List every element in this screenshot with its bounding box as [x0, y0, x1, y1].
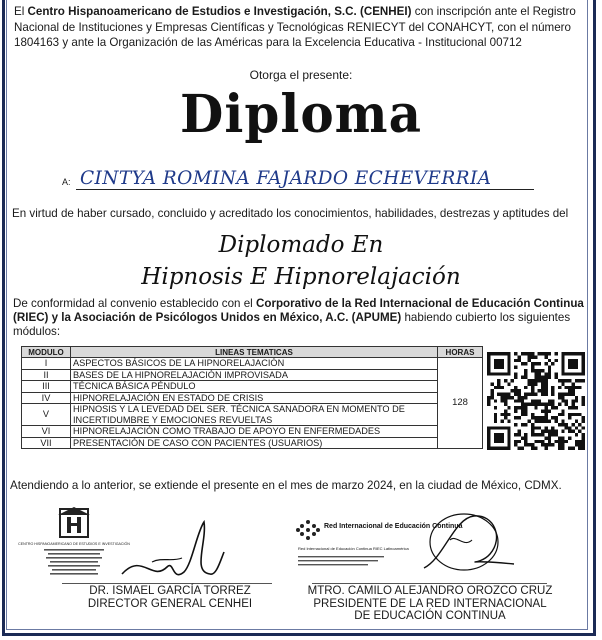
- signer-director-name: DR. ISMAEL GARCÍA TORREZ: [89, 585, 251, 597]
- riec-logo: [294, 516, 463, 576]
- cenhei-logo: [18, 505, 130, 583]
- module-number: III: [22, 381, 71, 393]
- agreement-part2: habiendo cubierto los siguientes módulos:: [13, 311, 571, 338]
- module-number: II: [22, 369, 71, 381]
- intro-prefix: El: [14, 5, 28, 18]
- closing-text: Atendiendo a lo anterior, se extiende el presente en el mes de marzo 2024, en la ciudad de México, CDMX.: [10, 479, 562, 492]
- recipient-name: CINTYA ROMINA FAJARDO ECHEVERRIA: [80, 168, 492, 189]
- module-number: IV: [22, 392, 71, 404]
- module-number: VI: [22, 426, 71, 438]
- signer-president-role-line1: PRESIDENTE DE LA RED INTERNACIONAL: [313, 597, 547, 610]
- signer-president-block: [300, 585, 560, 623]
- module-topic: ASPECTOS BÁSICOS DE LA HIPNORELAJACIÓN: [71, 358, 438, 370]
- table-row: [22, 404, 483, 426]
- course-title-line1: Diplomado En: [218, 232, 384, 258]
- table-row: [22, 392, 483, 404]
- signer-president-role-line2: DE EDUCACIÓN CONTINUA: [354, 610, 506, 622]
- cenhei-logo-text: CENTRO HISPANOAMERICANO DE ESTUDIOS E INVESTIGACIÓN: [18, 542, 130, 546]
- merit-text: En virtud de haber cursado, concluido y acreditado los conocimientos, habilidades, destrezas y aptitudes del: [12, 207, 569, 220]
- table-row: [22, 437, 483, 449]
- modules-table: [21, 346, 483, 449]
- recipient-underline: [76, 189, 534, 190]
- table-row: [22, 426, 483, 438]
- course-title-line2: Hipnosis E Hipnorelajación: [141, 264, 461, 290]
- module-topic: BASES DE LA HIPNORELAJACIÓN IMPROVISADA: [71, 369, 438, 381]
- table-row: [22, 358, 483, 370]
- table-header-row: [22, 347, 483, 358]
- signature-director: [112, 512, 232, 592]
- riec-logo-title: Red Internacional de Educación Continua: [324, 523, 463, 530]
- signature-president: [394, 498, 534, 588]
- recipient-prefix: A:: [62, 177, 71, 187]
- module-number: VII: [22, 437, 71, 449]
- header-hours: HORAS: [438, 347, 483, 358]
- agreement-organizations: Corporativo de la Red Internacional de Educación Continua (RIEC) y la Asociación de Psicólogos Unidos en México, A.C. (APUME): [13, 297, 584, 324]
- signature-line-director: [62, 583, 272, 584]
- table-row: [22, 381, 483, 393]
- header-module: MODULO: [22, 347, 71, 358]
- module-topic: HIPNORELAJACIÓN COMO TRABAJO DE APOYO EN ENFERMEDADES: [71, 426, 438, 438]
- signer-director-role: DIRECTOR GENERAL CENHEI: [87, 597, 253, 610]
- module-number: V: [22, 404, 71, 426]
- hours-total: 128: [438, 358, 483, 449]
- header-topics: LINEAS TEMATICAS: [71, 347, 438, 358]
- module-topic: PRESENTACIÓN DE CASO CON PACIENTES (USUARIOS): [71, 437, 438, 449]
- table-row: [22, 369, 483, 381]
- signer-president-name: MTRO. CAMILO ALEJANDRO OROZCO CRUZ: [307, 585, 553, 597]
- signature-line-president: [312, 583, 547, 584]
- signer-director-block: [60, 585, 280, 610]
- module-topic: TÉCNICA BÁSICA PÉNDULO: [71, 381, 438, 393]
- qr-code[interactable]: [487, 352, 585, 450]
- intro-rest: con inscripción ante el Registro Nacional de Instituciones y Empresas Científicas y Tecnológicas RENIECYT del CONAHCYT, con el número 1804163 y ante la Organización de las Américas para la Excelencia Educativa - Institucional 00712: [14, 5, 576, 49]
- intro-organization: Centro Hispanoamericano de Estudios e Investigación, S.C. (CENHEI): [27, 5, 412, 18]
- module-number: I: [22, 358, 71, 370]
- riec-logo-text: Red Internacional de Educación Continua RIEC Latinoamérica: [298, 546, 409, 551]
- otorga-text: Otorga el presente:: [249, 68, 353, 82]
- diploma-title: Diploma: [180, 82, 422, 145]
- module-topic: HIPNOSIS Y LA LEVEDAD DEL SER. TÉCNICA SANADORA EN MOMENTO DE INCERTIDUMBRE Y EMOCIONES REVUELTAS: [71, 404, 438, 426]
- agreement-part1: De conformidad al convenio establecido con el: [13, 297, 256, 310]
- intro-paragraph: [14, 4, 589, 51]
- module-topic: HIPNORELAJACIÓN EN ESTADO DE CRISIS: [71, 392, 438, 404]
- agreement-paragraph: [13, 297, 591, 339]
